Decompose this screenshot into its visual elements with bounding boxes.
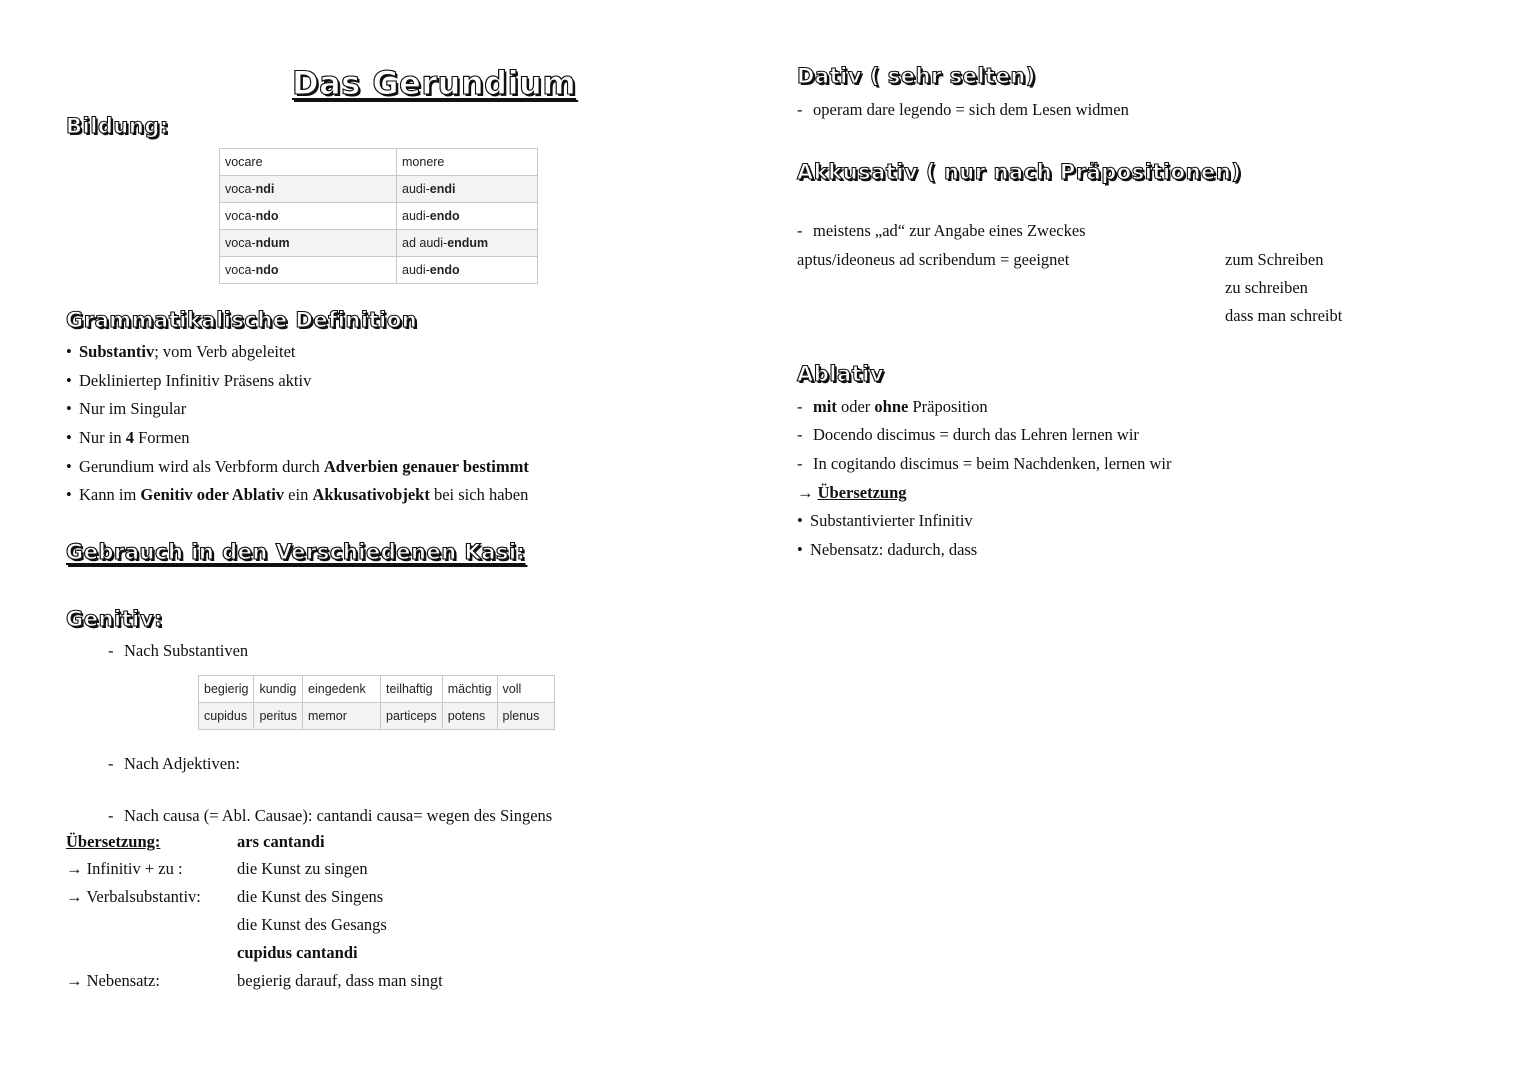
definition-item-4: • Nur in 4 Formen xyxy=(66,428,190,447)
adjective-table xyxy=(198,675,555,730)
page-title: Das Gerundium xyxy=(292,64,577,102)
ablativ-item-5: • Nebensatz: dadurch, dass xyxy=(797,540,978,559)
table-cell: teilhaftig xyxy=(381,676,443,703)
table-cell: ad audi-endum xyxy=(397,230,538,257)
definition-item-6: • Kann im Genitiv oder Ablativ ein Akkusativobjekt bei sich haben xyxy=(66,485,529,504)
table-cell: monere xyxy=(397,149,538,176)
definition-item-3: • Nur im Singular xyxy=(66,399,187,418)
table-cell: voca-ndo xyxy=(220,257,397,284)
verbalsubstantiv-label: → Verbalsubstantiv: xyxy=(66,887,201,906)
table-row xyxy=(199,703,555,730)
table-row xyxy=(220,203,538,230)
table-cell: memor xyxy=(303,703,381,730)
table-cell: voll xyxy=(497,676,554,703)
uebersetzung-label: Übersetzung: xyxy=(66,832,161,851)
table-row xyxy=(199,676,555,703)
cupidus-cantandi: cupidus cantandi xyxy=(237,943,358,962)
genitiv-item-causa: - Nach causa (= Abl. Causae): cantandi causa= wegen des Singens xyxy=(108,806,553,825)
ablativ-item-2: - Docendo discimus = durch das Lehren lernen wir xyxy=(797,425,1139,444)
genitiv-item-adjektiven: - Nach Adjektiven: xyxy=(108,754,240,773)
akkusativ-translation-2: zu schreiben xyxy=(1225,278,1308,297)
table-row xyxy=(220,257,538,284)
infinitiv-zu-label: → Infinitiv + zu : xyxy=(66,859,183,878)
ablativ-item-4: • Substantivierter Infinitiv xyxy=(797,511,973,530)
definition-item-5: • Gerundium wird als Verbform durch Adverbien genauer bestimmt xyxy=(66,457,529,476)
ablativ-heading: Ablativ xyxy=(797,362,885,386)
definition-heading: Grammatikalische Definition xyxy=(66,308,418,332)
ablativ-item-1: - mit oder ohne Präposition xyxy=(797,397,988,416)
table-cell: begierig xyxy=(199,676,254,703)
definition-item-2: • Dekliniertер Infinitiv Präsens aktiv xyxy=(66,371,312,390)
table-cell: audi-endo xyxy=(397,203,538,230)
table-cell: voca-ndo xyxy=(220,203,397,230)
table-cell: particeps xyxy=(381,703,443,730)
dativ-heading: Dativ ( sehr selten) xyxy=(797,64,1036,88)
genitiv-heading: Genitiv: xyxy=(66,607,163,631)
table-cell: vocare xyxy=(220,149,397,176)
genitiv-item-substantiven: - Nach Substantiven xyxy=(108,641,249,660)
table-row xyxy=(220,176,538,203)
table-cell: cupidus xyxy=(199,703,254,730)
table-row xyxy=(220,230,538,257)
bildung-heading: Bildung: xyxy=(66,114,169,138)
akkusativ-translation-1: zum Schreiben xyxy=(1225,250,1324,269)
table-cell: audi-endi xyxy=(397,176,538,203)
nebensatz-value: begierig darauf, dass man singt xyxy=(237,971,443,990)
akkusativ-item: - meistens „ad“ zur Angabe eines Zweckes xyxy=(797,221,1086,240)
table-cell: potens xyxy=(442,703,497,730)
dativ-item: - operam dare legendo = sich dem Lesen widmen xyxy=(797,100,1129,119)
table-cell: voca-ndi xyxy=(220,176,397,203)
table-cell: voca-ndum xyxy=(220,230,397,257)
gebrauch-heading: Gebrauch in den Verschiedenen Kasi: xyxy=(66,540,526,564)
definition-item-1: • Substantiv; vom Verb abgeleitet xyxy=(66,342,296,361)
ablativ-item-3: - In cogitando discimus = beim Nachdenken, lernen wir xyxy=(797,454,1172,473)
verbalsubstantiv-value-1: die Kunst des Singens xyxy=(237,887,384,906)
bildung-table xyxy=(219,148,538,284)
ablativ-uebersetzung: → Übersetzung xyxy=(797,483,907,502)
nebensatz-label: → Nebensatz: xyxy=(66,971,160,990)
table-cell: plenus xyxy=(497,703,554,730)
table-cell: peritus xyxy=(254,703,303,730)
infinitiv-zu-value: die Kunst zu singen xyxy=(237,859,368,878)
table-row xyxy=(220,149,538,176)
table-cell: eingedenk xyxy=(303,676,381,703)
table-cell: kundig xyxy=(254,676,303,703)
table-cell: audi-endo xyxy=(397,257,538,284)
verbalsubstantiv-value-2: die Kunst des Gesangs xyxy=(237,915,387,934)
akkusativ-heading: Akkusativ ( nur nach Präpositionen) xyxy=(797,160,1242,184)
ars-cantandi: ars cantandi xyxy=(237,832,325,851)
table-cell: mächtig xyxy=(442,676,497,703)
akkusativ-example: aptus/ideoneus ad scribendum = geeignet xyxy=(797,250,1070,269)
akkusativ-translation-3: dass man schreibt xyxy=(1225,306,1343,325)
